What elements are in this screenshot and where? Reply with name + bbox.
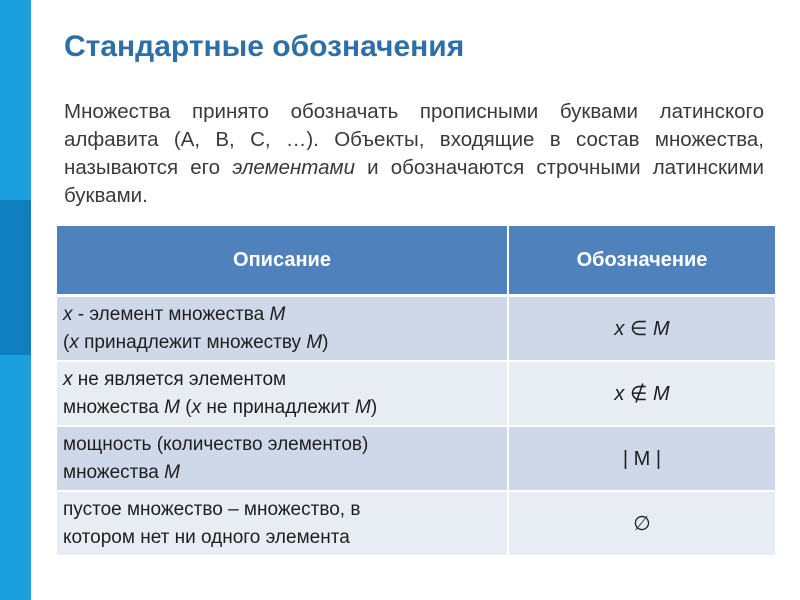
text: ( — [179, 396, 192, 418]
notation-cell — [508, 491, 775, 556]
notation-cell — [508, 426, 775, 491]
slide-title: Стандартные обозначения — [64, 30, 465, 63]
header-description: Описание — [57, 226, 508, 296]
left-accent-bar — [0, 0, 31, 600]
notation-table — [57, 226, 775, 557]
text: мощность (количество элементов) — [63, 433, 369, 455]
var-x: x — [63, 368, 73, 390]
description-cell — [57, 491, 508, 556]
text: ( — [63, 331, 70, 353]
element-of-symbol: ∈ — [624, 317, 653, 340]
text: ) — [322, 331, 329, 353]
var-m: M — [306, 331, 323, 353]
left-accent-bar-dark-segment — [0, 200, 31, 355]
text: не принадлежит — [201, 396, 356, 418]
table-row — [57, 296, 775, 362]
var-m: M — [355, 396, 371, 418]
table-row — [57, 426, 775, 491]
text: множества — [63, 461, 165, 483]
intro-text-part1: Множества принято обозначать прописными буквами латинского алфавита (A, B, C, …). Объекты, входящие в состав множества, называются его — [64, 100, 764, 179]
not-element-of-symbol: ∉ — [624, 382, 653, 405]
header-notation: Обозначение — [508, 226, 775, 296]
table-row — [57, 361, 775, 426]
text: не является элементом — [72, 368, 287, 390]
text: котором нет ни одного элемента — [63, 526, 350, 548]
notation-cell — [508, 296, 775, 362]
var-m: M — [269, 303, 286, 325]
text: - элемент множества — [72, 303, 270, 325]
text: ) — [370, 396, 378, 418]
empty-set-symbol: ∅ — [633, 512, 651, 535]
var-x: x — [191, 396, 202, 418]
text: принадлежит множеству — [78, 331, 307, 353]
table-header-row — [57, 226, 775, 296]
intro-paragraph — [64, 98, 764, 210]
var-m: M — [164, 396, 180, 418]
var-x: x — [614, 317, 625, 340]
var-x: x — [69, 331, 79, 353]
var-m: M — [164, 461, 180, 483]
var-x: x — [614, 382, 625, 405]
text: пустое множество – множество, в — [63, 498, 361, 520]
var-x: x — [63, 303, 73, 325]
cardinality-symbol: | M | — [622, 447, 662, 470]
table-row — [57, 491, 775, 556]
intro-text-emphasis: элементами — [232, 156, 356, 179]
text: множества — [63, 396, 165, 418]
notation-cell — [508, 361, 775, 426]
description-cell — [57, 426, 508, 491]
var-m: M — [652, 317, 670, 340]
description-cell — [57, 361, 508, 426]
intro-text-part2: и обозначаются строчными латинскими буквами. — [64, 156, 765, 207]
description-cell — [57, 296, 508, 362]
var-m: M — [652, 382, 670, 405]
